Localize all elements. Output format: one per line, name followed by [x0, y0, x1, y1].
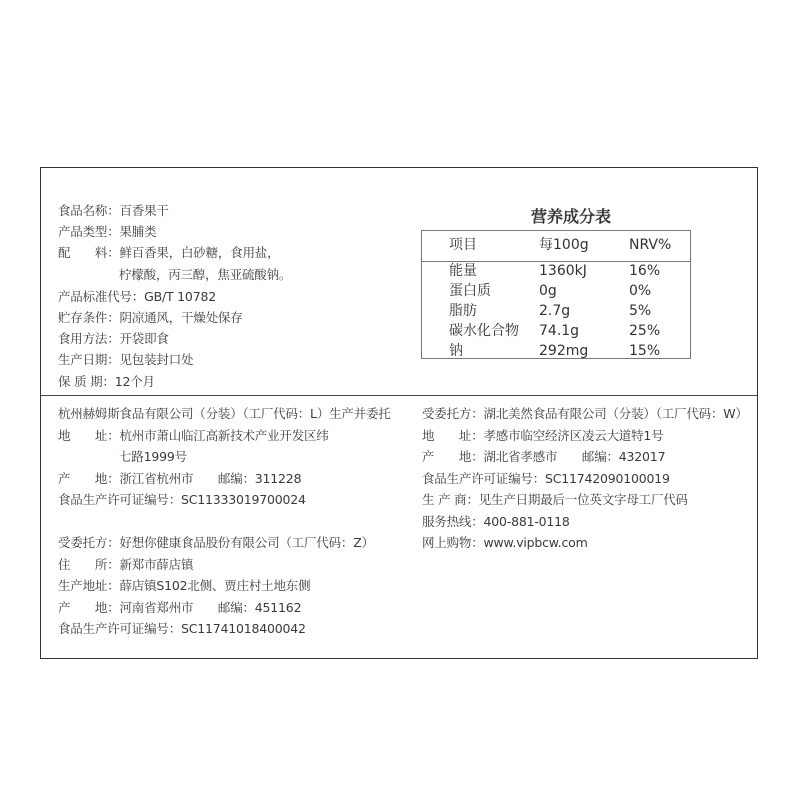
- nutrition-row-nrv: 16%: [629, 263, 661, 279]
- nutrition-header-per100g: 每100g: [539, 237, 589, 253]
- ingredients-line-1: 配 料：鲜百香果，白砂糖，食用盐，: [58, 245, 280, 260]
- nutrition-row-name: 能量: [449, 263, 477, 279]
- manufacturer-l-address-cont: 七路1999号: [119, 449, 187, 464]
- nutrition-row-nrv: 25%: [629, 323, 661, 339]
- nutrition-header-nrv: NRV%: [629, 237, 672, 253]
- manufacturer-z-residence: 住 所：新郑市薛店镇: [58, 557, 194, 572]
- nutrition-row-nrv: 15%: [629, 343, 661, 359]
- nutrition-table: [421, 230, 691, 359]
- nutrition-row-value: 292mg: [539, 343, 589, 359]
- nutrition-header-item: 项目: [449, 237, 477, 253]
- manufacturer-l-origin: 产 地：浙江省杭州市 邮编：311228: [58, 471, 302, 486]
- manufacturer-w-origin: 产 地：湖北省孝感市 邮编：432017: [422, 449, 666, 464]
- storage-conditions: 贮存条件：阴凉通风，干燥处保存: [58, 310, 243, 325]
- usage-method: 食用方法：开袋即食: [58, 331, 169, 346]
- nutrition-row-value: 74.1g: [539, 323, 580, 339]
- manufacturer-z-license: 食品生产许可证编号：SC11741018400042: [58, 621, 306, 636]
- manufacturer-w-license: 食品生产许可证编号：SC11742090100019: [422, 471, 670, 486]
- service-hotline: 服务热线：400-881-0118: [422, 514, 570, 529]
- product-type: 产品类型：果脯类: [58, 224, 157, 239]
- product-label-panel: [40, 167, 758, 659]
- nutrition-row-name: 钠: [449, 343, 463, 359]
- manufacturer-w-address: 地 址：孝感市临空经济区凌云大道特1号: [422, 428, 664, 443]
- manufacturer-z-production-address: 生产地址：薛店镇S102北侧、贾庄村土地东侧: [58, 578, 311, 593]
- manufacturer-z-company: 受委托方：好想你健康食品股份有限公司（工厂代码：Z）: [58, 535, 374, 550]
- nutrition-row-name: 碳水化合物: [449, 323, 519, 339]
- manufacturer-w-producer: 生 产 商：见生产日期最后一位英文字母工厂代码: [422, 492, 688, 507]
- product-standard: 产品标准代号：GB/T 10782: [58, 289, 216, 304]
- online-shop-link[interactable]: 网上购物：www.vipbcw.com: [422, 535, 588, 550]
- shelf-life: 保 质 期：12个月: [58, 374, 155, 389]
- nutrition-row-name: 蛋白质: [449, 283, 491, 299]
- ingredients-line-2: 柠檬酸，丙三醇，焦亚硫酸钠。: [119, 267, 292, 282]
- nutrition-row-value: 0g: [539, 283, 557, 299]
- product-name: 食品名称：百香果干: [58, 203, 169, 218]
- manufacturer-z-origin: 产 地：河南省郑州市 邮编：451162: [58, 600, 302, 615]
- nutrition-row-name: 脂肪: [449, 303, 477, 319]
- section-divider: [41, 395, 757, 396]
- nutrition-row-value: 1360kJ: [539, 263, 587, 279]
- manufacturer-l-address: 地 址：杭州市萧山临江高新技术产业开发区纬: [58, 428, 329, 443]
- nutrition-row-nrv: 5%: [629, 303, 652, 319]
- manufacturer-l-company: 杭州赫姆斯食品有限公司（分装）（工厂代码：L）生产并委托: [58, 406, 391, 421]
- production-date: 生产日期：见包装封口处: [58, 352, 194, 367]
- nutrition-title: 营养成分表: [530, 207, 611, 226]
- manufacturer-l-license: 食品生产许可证编号：SC11333019700024: [58, 492, 306, 507]
- nutrition-row-value: 2.7g: [539, 303, 571, 319]
- nutrition-row-nrv: 0%: [629, 283, 652, 299]
- manufacturer-w-company: 受委托方：湖北美然食品有限公司（分装）（工厂代码：W）: [422, 406, 748, 421]
